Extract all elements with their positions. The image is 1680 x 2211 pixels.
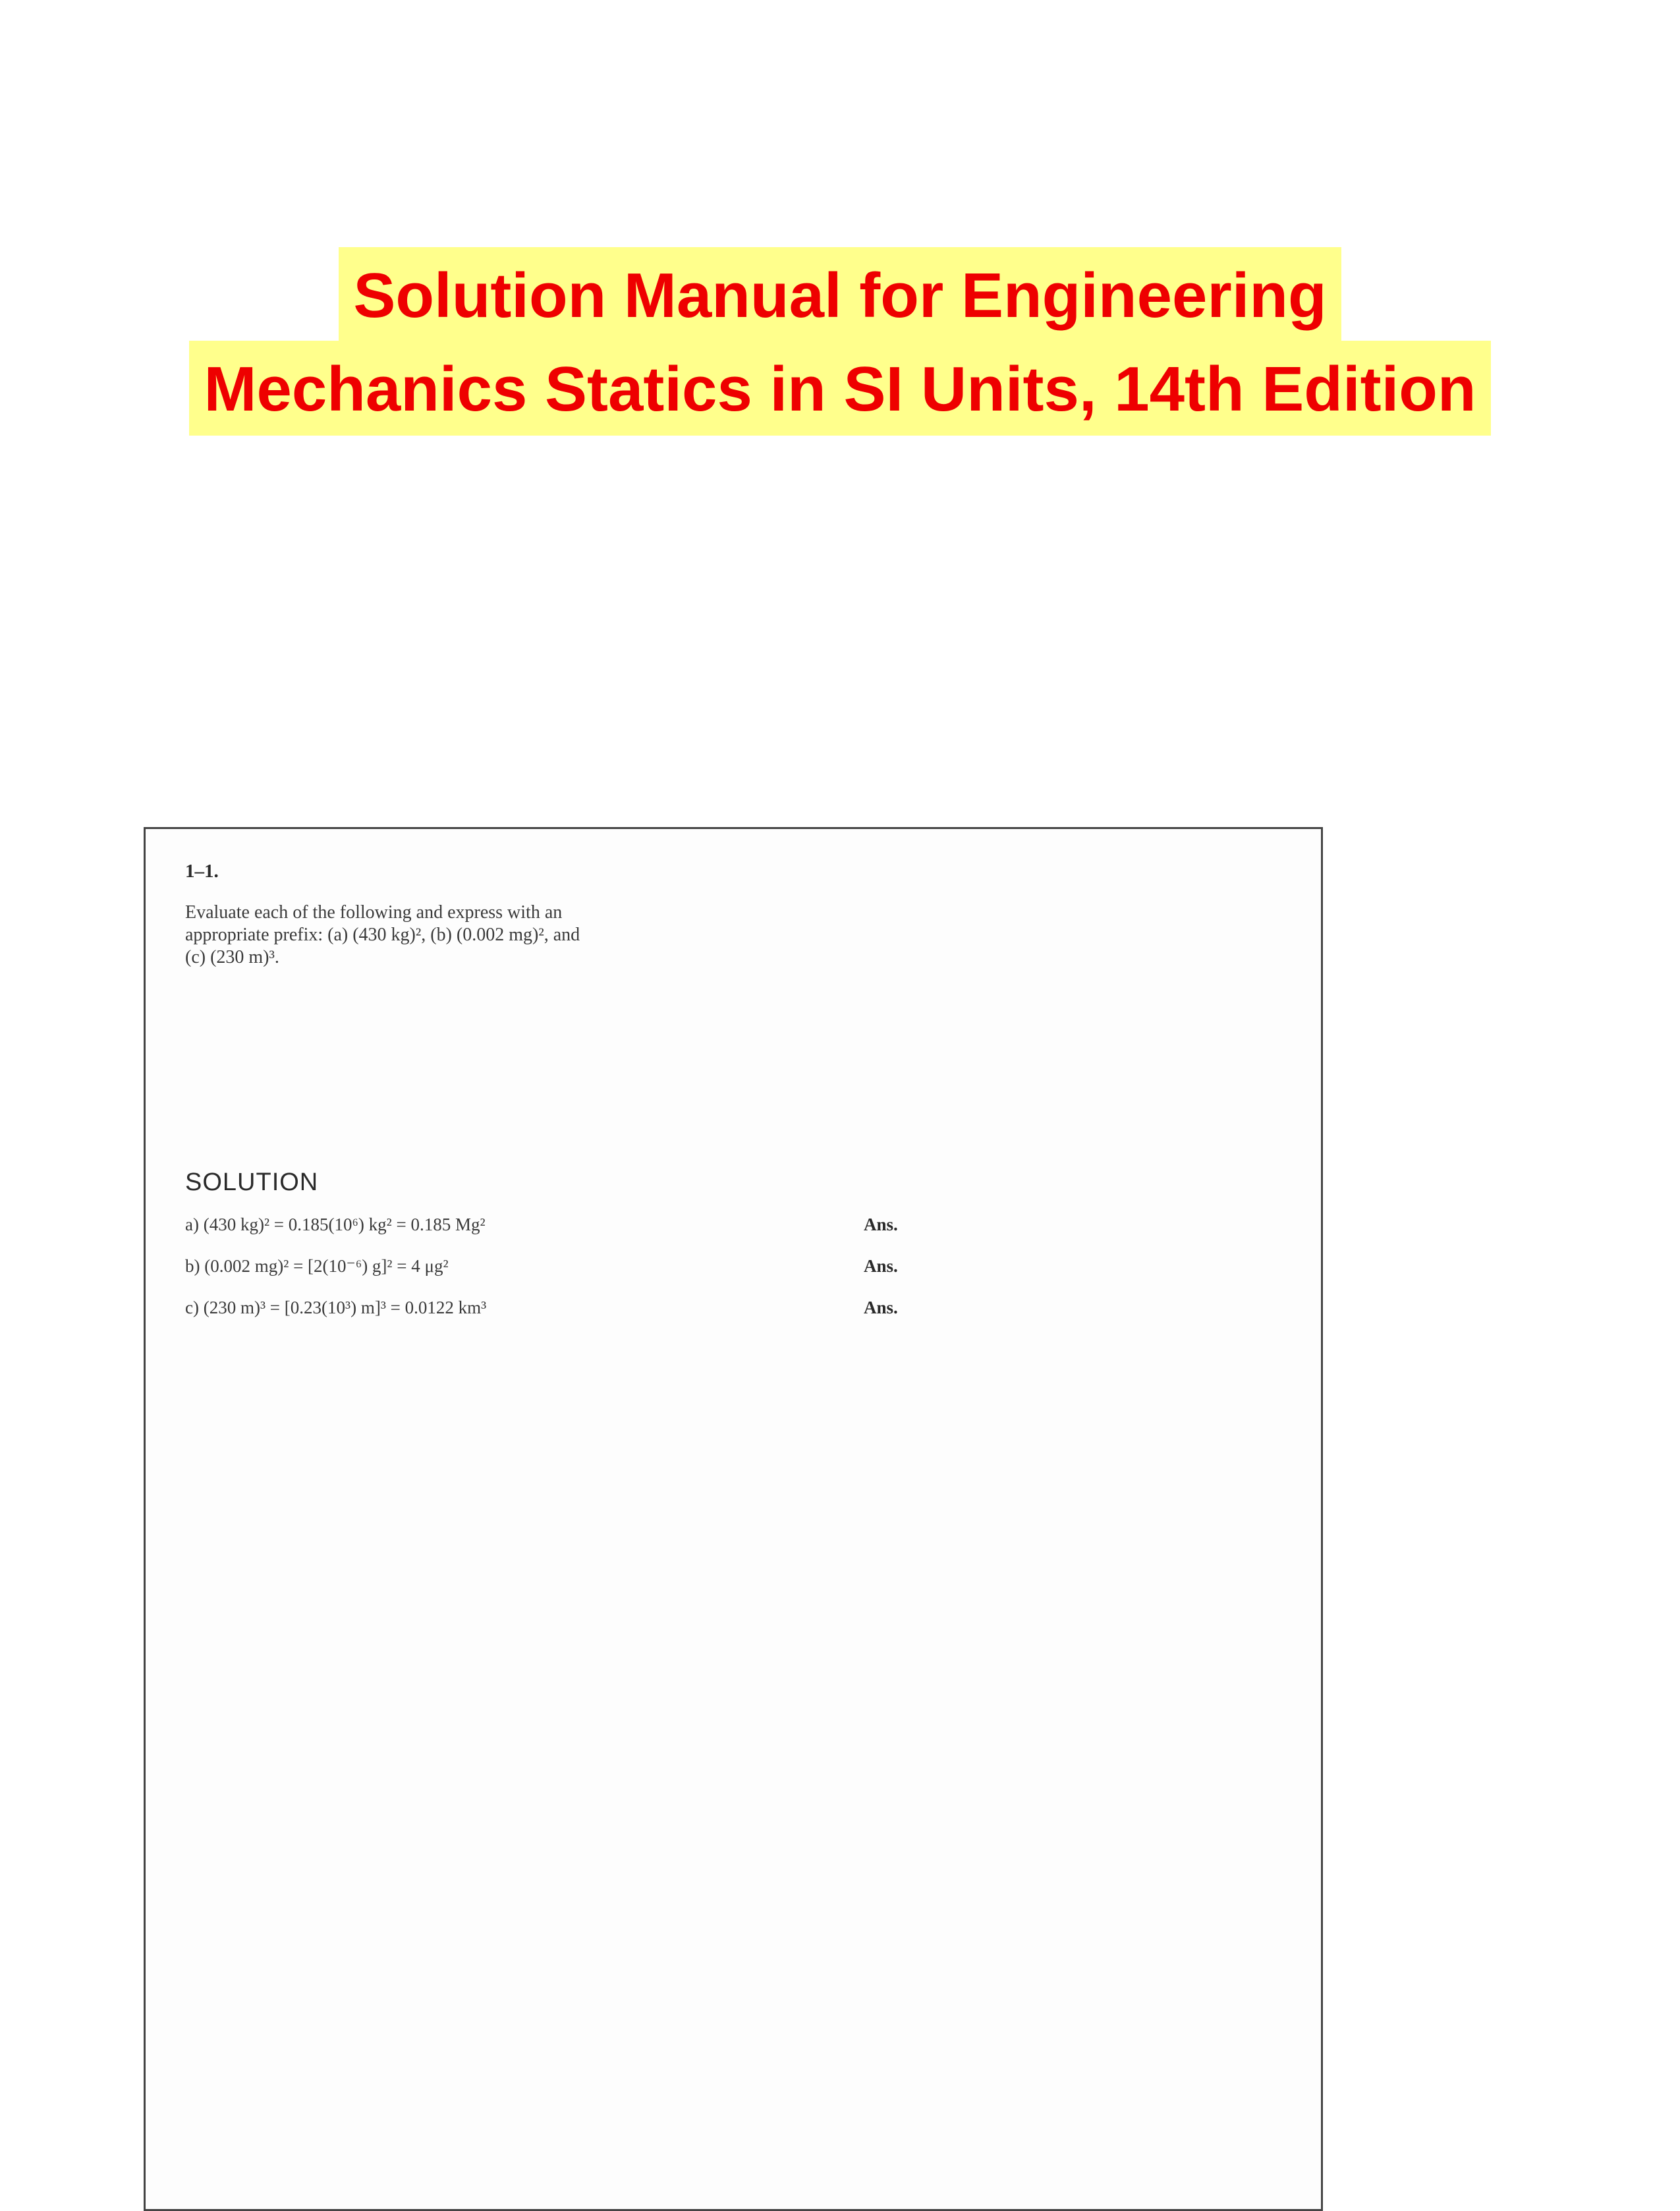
statement-line: Evaluate each of the following and express with an — [185, 902, 563, 923]
solution-equation: a) (430 kg)² = 0.185(10⁶) kg² = 0.185 Mg² — [185, 1215, 486, 1234]
solution-row-c — [185, 1298, 910, 1318]
title-line-1: Solution Manual for Engineering — [339, 247, 1341, 342]
title-line-2: Mechanics Statics in SI Units, 14th Edition — [189, 341, 1490, 436]
solution-equation: b) (0.002 mg)² = [2(10⁻⁶) g]² = 4 μg² — [185, 1256, 449, 1276]
solution-equation: c) (230 m)³ = [0.23(10³) m]³ = 0.0122 km³ — [185, 1298, 487, 1317]
solution-heading: SOLUTION — [185, 1168, 319, 1196]
solution-row-b — [185, 1256, 910, 1277]
answer-label: Ans. — [864, 1215, 898, 1234]
statement-line: appropriate prefix: (a) (430 kg)², (b) (0.002 mg)², and — [185, 925, 580, 945]
answer-label: Ans. — [864, 1298, 898, 1317]
solution-row-a — [185, 1215, 910, 1235]
document-title — [0, 247, 1680, 436]
statement-line: (c) (230 m)³. — [185, 947, 279, 967]
problem-statement — [185, 902, 686, 969]
answer-label: Ans. — [864, 1256, 898, 1276]
solution-page — [144, 827, 1323, 2211]
problem-number: 1–1. — [185, 861, 219, 882]
